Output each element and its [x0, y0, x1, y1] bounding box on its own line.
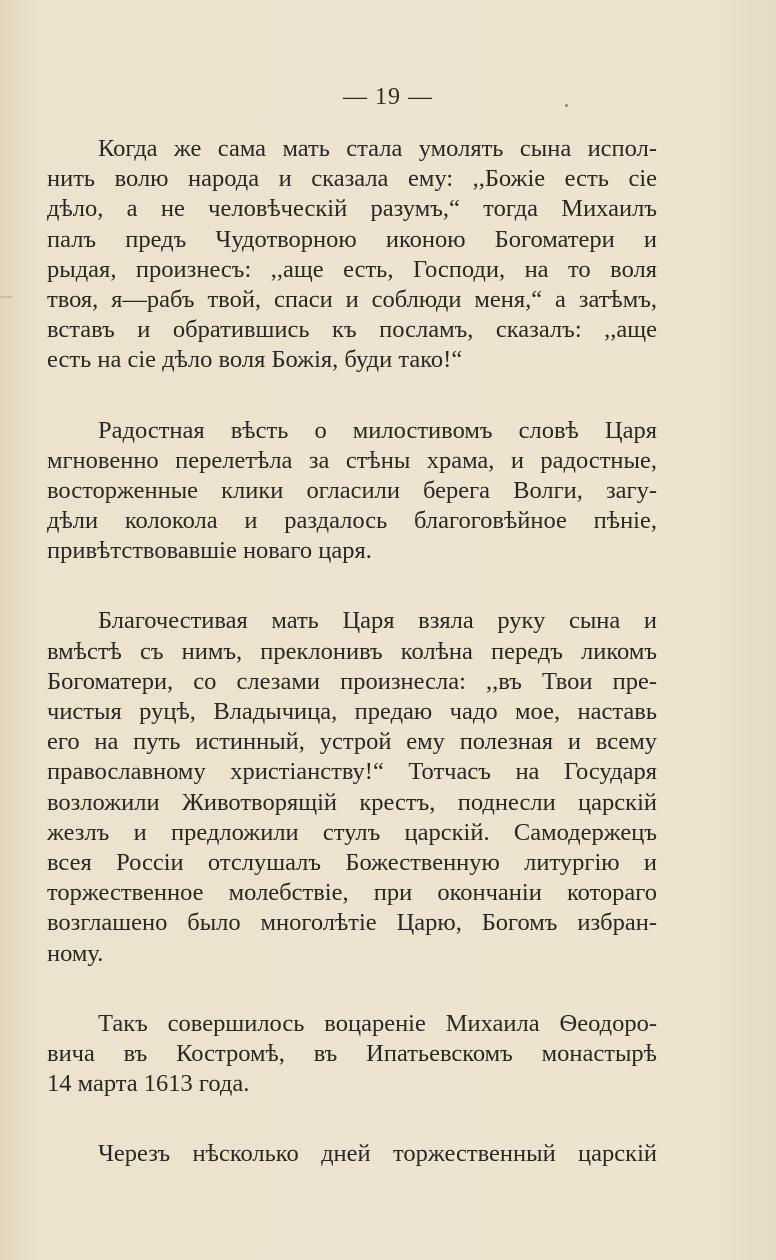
text-line: всея Россіи отслушалъ Божественную литургію и — [47, 848, 657, 876]
text-line: мгновенно перелетѣла за стѣны храма, и радостные, — [47, 446, 657, 474]
text-line: возложили Животворящій крестъ, поднесли царскій — [47, 788, 657, 816]
text-line: дѣло, а не человѣческій разумъ,“ тогда Михаилъ — [47, 195, 657, 223]
body-text — [47, 134, 657, 1209]
paragraph-2 — [47, 416, 657, 567]
paragraph-5 — [47, 1139, 657, 1169]
margin-mark — [0, 296, 12, 298]
text-line: Черезъ нѣсколько дней торжественный царскій — [98, 1140, 657, 1168]
paragraph-4 — [47, 1009, 657, 1100]
text-line: нить волю народа и сказала ему: ,,Божіе есть сіе — [47, 165, 657, 193]
text-line: вставъ и обратившись къ посламъ, сказалъ: ,,аще — [47, 316, 657, 344]
text-line: Такъ совершилось воцареніе Михаила Ѳеодоро- — [98, 1009, 657, 1037]
text-line: возглашено было многолѣтіе Царю, Богомъ избран- — [47, 909, 657, 937]
text-line: жезлъ и предложили стулъ царскій. Самодержецъ — [47, 818, 657, 846]
text-line: твоя, я—рабъ твой, спаси и соблюди меня,“ а затѣмъ, — [47, 285, 657, 313]
text-line: ному. — [47, 939, 104, 967]
text-line: дѣли колокола и раздалось благоговѣйное пѣніе, — [47, 507, 657, 535]
text-line: православному христіанству!“ Тотчасъ на Государя — [47, 758, 657, 786]
text-line: его на путь истинный, устрой ему полезная и всему — [47, 728, 657, 756]
text-line: торжественное молебствіе, при окончаніи котораго — [47, 879, 657, 907]
text-line: палъ предъ Чудотворною иконою Богоматери и — [47, 225, 657, 253]
text-line: Радостная вѣсть о милостивомъ словѣ Царя — [98, 416, 657, 444]
text-line: есть на сіе дѣло воля Божія, буди тако!“ — [47, 346, 463, 374]
text-line: чистыя руцѣ, Владычица, предаю чадо мое, наставь — [47, 698, 657, 725]
paragraph-1 — [47, 134, 657, 376]
text-line: восторженные клики огласили берега Волги, загу- — [47, 476, 657, 504]
text-line: вмѣстѣ съ нимъ, преклонивъ колѣна передъ ликомъ — [47, 637, 657, 665]
text-line: привѣтствовавшіе новаго царя. — [47, 537, 372, 565]
text-line: вича въ Костромѣ, въ Ипатьевскомъ монастырѣ — [47, 1039, 657, 1067]
page-number: — 19 — — [343, 84, 433, 110]
text-line: Благочестивая мать Царя взяла руку сына и — [98, 607, 657, 635]
text-line: рыдая, произнесъ: ,,аще есть, Господи, на то воля — [47, 255, 657, 283]
paragraph-3 — [47, 606, 657, 968]
text-line: Когда же сама мать стала умолять сына испол- — [98, 135, 657, 162]
text-line: 14 марта 1613 года. — [47, 1070, 250, 1098]
text-line: Богоматери, со слезами произнесла: ,,въ Твои пре- — [47, 667, 657, 695]
